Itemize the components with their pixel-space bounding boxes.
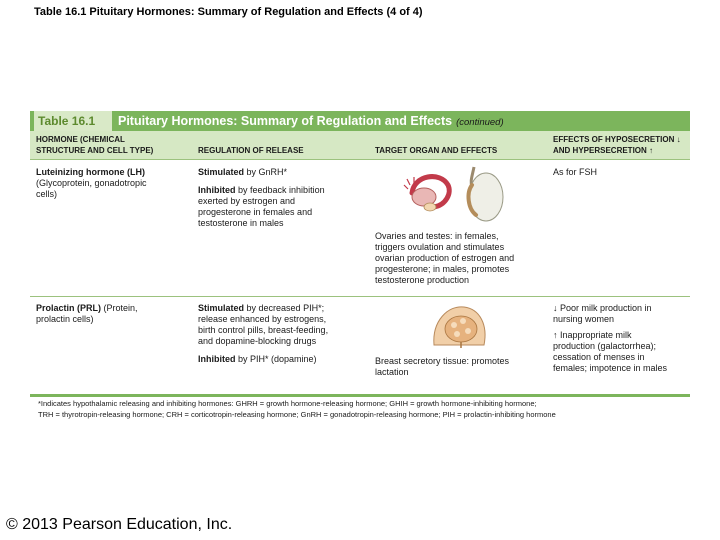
header-effects bbox=[553, 134, 681, 156]
table-caption-text: Pituitary Hormones: Summary of Regulation and Effects bbox=[118, 114, 453, 128]
prl-effects-cell bbox=[553, 303, 688, 374]
header-target: TARGET ORGAN AND EFFECTS bbox=[375, 146, 498, 155]
footnote-line-2: TRH = thyrotropin-releasing hormone; CRH = corticotropin-releasing hormone; GnRH = gonadotropin-releasing hormone; PIH = prolactin-inhibiting hormone bbox=[38, 410, 556, 419]
row-separator bbox=[30, 296, 690, 297]
prl-inhibited-label: Inhibited bbox=[198, 354, 236, 364]
lh-effects-cell: As for FSH bbox=[553, 167, 598, 177]
prl-hormone-detail-2: prolactin cells) bbox=[36, 314, 94, 324]
footnote-line-1: *Indicates hypothalamic releasing and inhibiting hormones: GHRH = growth hormone-releasing hormone; GHIH = growth hormone-inhibiting hormone; bbox=[38, 399, 537, 408]
header-regulation: REGULATION OF RELEASE bbox=[198, 146, 304, 155]
prl-hyper-line-4: females; impotence in males bbox=[553, 363, 668, 373]
table-label: Table 16.1 bbox=[34, 111, 112, 131]
lh-hormone-cell bbox=[36, 167, 186, 200]
prl-target-cell bbox=[375, 356, 550, 378]
header-hormone-line-1: HORMONE (CHEMICAL bbox=[36, 135, 125, 144]
prl-hypo-line-2: nursing women bbox=[553, 314, 615, 324]
prl-inhibited-text: by PIH* (dopamine) bbox=[238, 354, 317, 364]
header-hormone-line-2: STRUCTURE AND CELL TYPE) bbox=[36, 146, 154, 155]
table-figure bbox=[30, 111, 690, 423]
prl-stimulated-text: by decreased PIH*; bbox=[246, 303, 325, 313]
lh-target-line-5: testosterone production bbox=[375, 275, 470, 285]
lh-target-cell bbox=[375, 231, 550, 286]
prl-release-line-1: release enhanced by estrogens, bbox=[198, 314, 327, 324]
table-header-row bbox=[30, 131, 690, 160]
lh-target-line-3: ovarian production of estrogen and bbox=[375, 253, 515, 263]
prl-release-line-2: birth control pills, breast-feeding, bbox=[198, 325, 329, 335]
breast-tissue-illustration bbox=[430, 301, 490, 351]
ovary-and-testis-illustration bbox=[402, 163, 512, 225]
lh-inhibited-line-1: by feedback inhibition bbox=[238, 185, 325, 195]
lh-stimulated-label: Stimulated bbox=[198, 167, 245, 177]
copyright-notice: © 2013 Pearson Education, Inc. bbox=[6, 516, 233, 533]
prl-hypo-line-1: ↓ Poor milk production in bbox=[553, 303, 652, 313]
lh-hormone-detail-2: cells) bbox=[36, 189, 58, 199]
slide-title: Table 16.1 Pituitary Hormones: Summary of Regulation and Effects (4 of 4) bbox=[34, 6, 423, 18]
continued-label: (continued) bbox=[456, 117, 504, 128]
lh-target-line-1: Ovaries and testes: in females, bbox=[375, 231, 499, 241]
table-banner bbox=[30, 111, 690, 131]
lh-inhibited-line-3: progesterone in females and bbox=[198, 207, 313, 217]
lh-inhibited-label: Inhibited bbox=[198, 185, 236, 195]
prl-stimulated-label: Stimulated bbox=[198, 303, 245, 313]
lh-regulation-cell bbox=[198, 167, 373, 229]
lh-stimulated-text: by GnRH* bbox=[246, 167, 288, 177]
header-hormone bbox=[36, 134, 153, 156]
prl-target-line-2: lactation bbox=[375, 367, 409, 377]
lh-target-line-2: triggers ovulation and stimulates bbox=[375, 242, 505, 252]
prl-target-line-1: Breast secretory tissue: promotes bbox=[375, 356, 510, 366]
table-caption bbox=[118, 111, 504, 131]
prl-hyper-line-3: cessation of menses in bbox=[553, 352, 645, 362]
lh-inhibited-line-2: exerted by estrogen and bbox=[198, 196, 296, 206]
prl-hyper-line-2: production (galactorrhea); bbox=[553, 341, 657, 351]
header-effects-line-2: AND HYPERSECRETION ↑ bbox=[553, 146, 654, 155]
prl-regulation-cell bbox=[198, 303, 373, 365]
lh-hormone-name: Luteinizing hormone (LH) bbox=[36, 167, 145, 177]
prl-release-line-3: and dopamine-blocking drugs bbox=[198, 336, 317, 346]
table-footnote bbox=[38, 398, 688, 420]
lh-hormone-detail-1: (Glycoprotein, gonadotropic bbox=[36, 178, 147, 188]
prl-hormone-detail-1: (Protein, bbox=[103, 303, 138, 313]
prl-hormone-name: Prolactin (PRL) bbox=[36, 303, 102, 313]
lh-target-line-4: progesterone; in males, promotes bbox=[375, 264, 510, 274]
footnote-separator bbox=[30, 394, 690, 397]
prl-hormone-cell bbox=[36, 303, 191, 325]
lh-inhibited-line-4: testosterone in males bbox=[198, 218, 284, 228]
prl-hyper-line-1: ↑ Inappropriate milk bbox=[553, 330, 632, 340]
header-effects-line-1: EFFECTS OF HYPOSECRETION ↓ bbox=[553, 135, 681, 144]
